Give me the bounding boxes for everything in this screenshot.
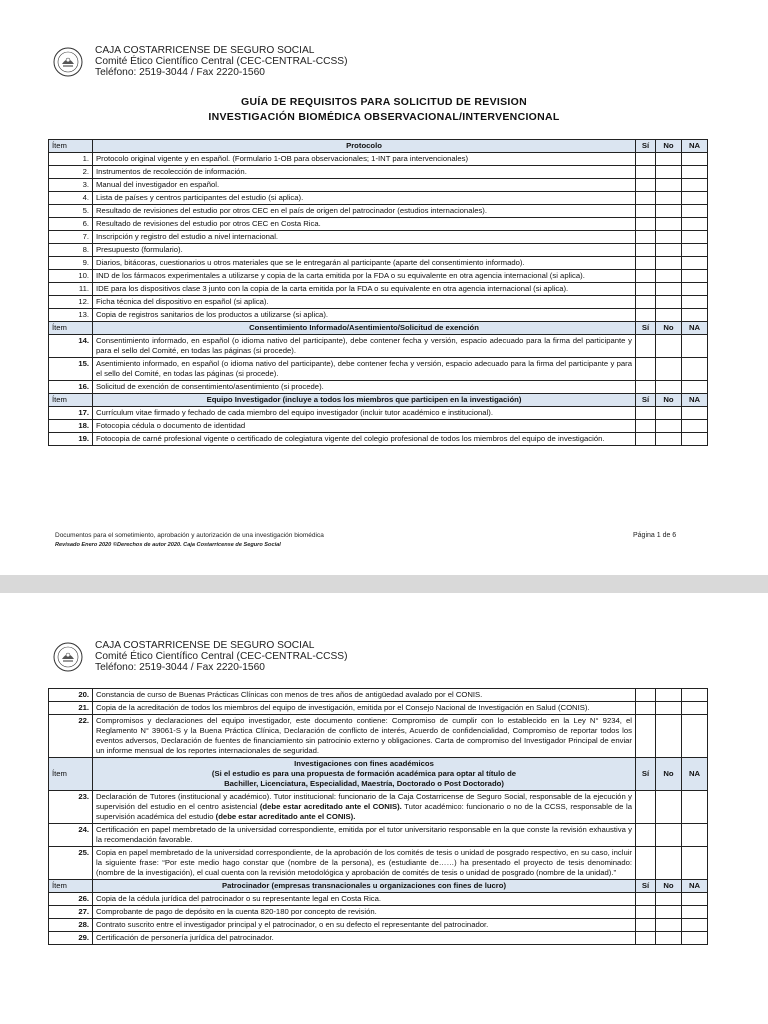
table-row [49,358,708,381]
section-title-line-2: (Si el estudio es para una propuesta de formación académica para optar al título de [211,769,517,778]
item-number: 29. [49,932,93,945]
table-row [49,702,708,715]
section-title: Equipo Investigador (incluye a todos los miembros que participen en la investigación) [93,394,636,407]
check-si[interactable] [636,824,656,847]
section-title: Protocolo [93,140,636,153]
item-number: 18. [49,420,93,433]
table-row [49,257,708,270]
item-number: 6. [49,218,93,231]
table-row [49,205,708,218]
table-row [49,791,708,824]
column-header-item: Ítem [49,322,93,335]
check-na[interactable] [682,231,708,244]
item-description [93,791,636,824]
item-description: Presupuesto (formulario). [93,244,636,257]
header-org: CAJA COSTARRICENSE DE SEGURO SOCIAL [95,45,315,56]
item-number: 20. [49,689,93,702]
check-si[interactable] [636,407,656,420]
check-na[interactable] [682,919,708,932]
table-row [49,179,708,192]
document-title-line-1: GUÍA DE REQUISITOS PARA SOLICITUD DE REVISION [241,96,527,108]
page-number: Página 1 de 6 [633,532,677,539]
section-title-line-3: Bachiller, Licenciatura, Especialidad, Maestría, Doctorado o Post Doctorado) [224,779,504,788]
item-description: Comprobante de pago de depósito en la cuenta 820-180 por concepto de revisión. [93,906,636,919]
header-org: CAJA COSTARRICENSE DE SEGURO SOCIAL [95,640,315,651]
item-number: 1. [49,153,93,166]
item-number: 17. [49,407,93,420]
check-si[interactable] [636,205,656,218]
section-header-academicas [49,758,708,791]
check-no[interactable] [656,335,682,358]
check-na[interactable] [682,179,708,192]
header-text [95,45,347,78]
check-no[interactable] [656,791,682,824]
column-header-na: NA [682,394,708,407]
column-header-item: Ítem [49,758,93,791]
check-na[interactable] [682,715,708,758]
check-si[interactable] [636,231,656,244]
check-si[interactable] [636,335,656,358]
table-row [49,847,708,880]
table-row [49,192,708,205]
item-description: Copia de la cédula jurídica del patrocinador o su representante legal en Costa Rica. [93,893,636,906]
item-number: 8. [49,244,93,257]
check-na[interactable] [682,153,708,166]
check-no[interactable] [656,919,682,932]
item-text-bold: (debe estar acreditado ante el CONIS). [259,802,402,811]
check-si[interactable] [636,420,656,433]
check-na[interactable] [682,270,708,283]
check-no[interactable] [656,309,682,322]
table-row [49,283,708,296]
table-row [49,309,708,322]
item-description: Solicitud de exención de consentimiento/asentimiento (si procede). [93,381,636,394]
item-description: Resultado de revisiones del estudio por otros CEC en Costa Rica. [93,218,636,231]
check-no[interactable] [656,702,682,715]
item-number: 15. [49,358,93,381]
requirements-table-page-1 [48,139,708,446]
check-si[interactable] [636,715,656,758]
section-title: Consentimiento Informado/Asentimiento/Solicitud de exención [93,322,636,335]
item-number: 14. [49,335,93,358]
table-row [49,893,708,906]
check-si[interactable] [636,847,656,880]
item-number: 4. [49,192,93,205]
item-description: Protocolo original vigente y en español. (Formulario 1-OB para observacionales; 1-INT para intervencionales) [93,153,636,166]
check-na[interactable] [682,205,708,218]
table-row [49,932,708,945]
item-number: 23. [49,791,93,824]
table-row [49,335,708,358]
item-number: 5. [49,205,93,218]
table-row [49,244,708,257]
requirements-table-page-2 [48,688,708,945]
check-no[interactable] [656,381,682,394]
item-description: IND de los fármacos experimentales a utilizarse y copia de la carta emitida por la FDA o su equivalente en otra agencia internacional (si aplica). [93,270,636,283]
check-na[interactable] [682,335,708,358]
check-no[interactable] [656,192,682,205]
item-description: Asentimiento informado, en español (o idioma nativo del participante), debe contener fecha y versión, espacio adecuado para la firma del participante y para el sello del Comité, en todas las páginas (si procede). [93,358,636,381]
column-header-item: Ítem [49,394,93,407]
check-no[interactable] [656,270,682,283]
check-no[interactable] [656,433,682,446]
column-header-na: NA [682,880,708,893]
header-committee: Comité Ético Científico Central (CEC-CENTRAL-CCSS) [95,56,348,67]
check-si[interactable] [636,153,656,166]
check-na[interactable] [682,824,708,847]
section-header-equipo [49,394,708,407]
header-phone: Teléfono: 2519-3044 / Fax 2220-1560 [95,662,265,673]
table-row [49,218,708,231]
check-si[interactable] [636,702,656,715]
item-description: Copia en papel membretado de la universidad correspondiente, de la aprobación de los comités de tesis o unidad de posgrado respectivo, en su caso, incluir la siguiente frase: “Por este medio hago constar que (nombre de la persona), es (estudiante de……) ha presentado el proyecto de tesis denominado: (nombre de la investigación), el cual cuenta con la revisión metodológica y aprobación de comités de tesis o unidad de posgrado (nombre de la unidad).” [93,847,636,880]
check-no[interactable] [656,932,682,945]
table-row [49,153,708,166]
check-si[interactable] [636,166,656,179]
item-number: 11. [49,283,93,296]
item-number: 3. [49,179,93,192]
table-row [49,296,708,309]
check-si[interactable] [636,919,656,932]
check-na[interactable] [682,218,708,231]
footer-copyright: Revisado Enero 2020 ©Derechos de autor 2020. Caja Costarricense de Seguro Social [55,542,281,548]
table-row [49,715,708,758]
check-na[interactable] [682,166,708,179]
item-number: 25. [49,847,93,880]
item-description: Copia de registros sanitarios de los productos a utilizarse (si aplica). [93,309,636,322]
item-description: Contrato suscrito entre el investigador principal y el patrocinador, o en su defecto el representante del patrocinador. [93,919,636,932]
item-description: Currículum vitae firmado y fechado de cada miembro del equipo investigador (incluir tutor académico e institucional). [93,407,636,420]
item-number: 27. [49,906,93,919]
item-number: 19. [49,433,93,446]
check-si[interactable] [636,433,656,446]
check-si[interactable] [636,296,656,309]
column-header-na: NA [682,140,708,153]
item-number: 26. [49,893,93,906]
check-si[interactable] [636,179,656,192]
table-row [49,420,708,433]
table-row [49,407,708,420]
check-no[interactable] [656,179,682,192]
document-title-line-2: INVESTIGACIÓN BIOMÉDICA OBSERVACIONAL/INTERVENCIONAL [208,111,560,123]
column-header-na: NA [682,758,708,791]
table-row [49,689,708,702]
item-description: Fotocopia de carné profesional vigente o certificado de colegiatura vigente del colegio profesional de todos los miembros del equipo de investigación. [93,433,636,446]
item-description: Certificación en papel membretado de la universidad correspondiente, emitida por el tutor universitario responsable en la que conste la revisión exhaustiva y la recomendación favorable. [93,824,636,847]
item-description: Ficha técnica del dispositivo en español (si aplica). [93,296,636,309]
item-description: Compromisos y declaraciones del equipo investigador, este documento contiene: Compromiso de cumplir con lo establecido en la Ley N° 9234, el Reglamento N° 39061-S y la Buena Práctica Clínica, Declaración de conflicto de interés, Acuerdo de confidencialidad, Compromiso de reportar todos los eventos adversos, Declaración de fuentes de financiamiento sin patrocinio externo y obligaciones. Carta de compromiso del Investigador Principal de enviar un informe mensual de los reportes internacionales de seguridad. [93,715,636,758]
check-na[interactable] [682,296,708,309]
ccss-seal-icon [53,47,83,77]
section-title-line-1: Investigaciones con fines académicos [294,759,434,768]
item-description: Lista de países y centros participantes del estudio (si aplica). [93,192,636,205]
table-row [49,166,708,179]
header-phone: Teléfono: 2519-3044 / Fax 2220-1560 [95,67,265,78]
footer-text: Documentos para el sometimiento, aprobación y autorización de una investigación biomédica [55,532,324,539]
table-row [49,433,708,446]
check-no[interactable] [656,824,682,847]
item-description: Diarios, bitácoras, cuestionarios u otros materiales que se le entregarán al participante (aparte del consentimiento informado). [93,257,636,270]
item-description: IDE para los dispositivos clase 3 junto con la copia de la carta emitida por la FDA o su equivalente en otra agencia internacional (si aplica). [93,283,636,296]
check-na[interactable] [682,257,708,270]
check-no[interactable] [656,205,682,218]
item-description: Manual del investigador en español. [93,179,636,192]
header-text [95,640,347,673]
check-no[interactable] [656,244,682,257]
check-no[interactable] [656,153,682,166]
check-na[interactable] [682,689,708,702]
item-number: 24. [49,824,93,847]
item-description: Copia de la acreditación de todos los miembros del equipo de investigación, emitida por el Consejo Nacional de Investigación en Salud (CONIS). [93,702,636,715]
item-description: Consentimiento informado, en español (o idioma nativo del participante), debe contener fecha y versión, espacio adecuado para la firma del participante y para el sello del Comité, en todas las páginas (si procede). [93,335,636,358]
check-si[interactable] [636,283,656,296]
column-header-no: No [656,758,682,791]
check-si[interactable] [636,257,656,270]
check-no[interactable] [656,166,682,179]
check-no[interactable] [656,296,682,309]
item-text: Tutor académico: funcionario o no de la CCSS, responsable de la supervisión académica del estudio [96,802,632,821]
check-si[interactable] [636,381,656,394]
column-header-si: Sí [636,394,656,407]
column-header-item: Ítem [49,880,93,893]
item-description: Instrumentos de recolección de información. [93,166,636,179]
item-description: Constancia de curso de Buenas Prácticas Clínicas con menos de tres años de antigüedad avalado por el CONIS. [93,689,636,702]
check-no[interactable] [656,689,682,702]
item-number: 12. [49,296,93,309]
check-si[interactable] [636,218,656,231]
column-header-si: Sí [636,758,656,791]
check-si[interactable] [636,906,656,919]
check-si[interactable] [636,791,656,824]
check-no[interactable] [656,283,682,296]
column-header-item: Ítem [49,140,93,153]
column-header-si: Sí [636,140,656,153]
check-na[interactable] [682,791,708,824]
item-number: 2. [49,166,93,179]
check-na[interactable] [682,407,708,420]
column-header-no: No [656,394,682,407]
section-header-consentimiento [49,322,708,335]
item-description: Fotocopia cédula o documento de identidad [93,420,636,433]
check-no[interactable] [656,420,682,433]
table-row [49,270,708,283]
check-no[interactable] [656,407,682,420]
check-na[interactable] [682,847,708,880]
check-si[interactable] [636,358,656,381]
item-number: 13. [49,309,93,322]
check-na[interactable] [682,420,708,433]
check-na[interactable] [682,283,708,296]
table-row [49,231,708,244]
item-number: 21. [49,702,93,715]
check-si[interactable] [636,689,656,702]
table-row [49,381,708,394]
check-na[interactable] [682,932,708,945]
item-number: 28. [49,919,93,932]
item-description: Inscripción y registro del estudio a nivel internacional. [93,231,636,244]
column-header-no: No [656,140,682,153]
item-number: 9. [49,257,93,270]
ccss-seal-icon [53,642,83,672]
table-row [49,906,708,919]
check-na[interactable] [682,433,708,446]
document-page-2 [0,593,768,1024]
item-text-bold: (debe estar acreditado ante el CONIS). [215,812,356,821]
column-header-no: No [656,322,682,335]
check-si[interactable] [636,270,656,283]
check-na[interactable] [682,906,708,919]
header-committee: Comité Ético Científico Central (CEC-CENTRAL-CCSS) [95,651,348,662]
section-title [93,758,636,791]
check-na[interactable] [682,893,708,906]
check-no[interactable] [656,218,682,231]
check-no[interactable] [656,893,682,906]
check-si[interactable] [636,932,656,945]
table-row [49,919,708,932]
column-header-no: No [656,880,682,893]
check-si[interactable] [636,309,656,322]
check-no[interactable] [656,715,682,758]
check-no[interactable] [656,358,682,381]
section-header-patrocinador [49,880,708,893]
check-na[interactable] [682,702,708,715]
table-row [49,824,708,847]
item-number: 22. [49,715,93,758]
column-header-si: Sí [636,880,656,893]
check-na[interactable] [682,381,708,394]
check-na[interactable] [682,244,708,257]
section-title: Patrocinador (empresas transnacionales u organizaciones con fines de lucro) [93,880,636,893]
item-description: Resultado de revisiones del estudio por otros CEC en el país de origen del patrocinador (estudios internacionales). [93,205,636,218]
item-number: 7. [49,231,93,244]
check-no[interactable] [656,257,682,270]
check-no[interactable] [656,847,682,880]
column-header-si: Sí [636,322,656,335]
column-header-na: NA [682,322,708,335]
check-na[interactable] [682,192,708,205]
check-na[interactable] [682,358,708,381]
item-number: 10. [49,270,93,283]
item-description: Certificación de personería jurídica del patrocinador. [93,932,636,945]
check-si[interactable] [636,192,656,205]
check-na[interactable] [682,309,708,322]
check-no[interactable] [656,231,682,244]
item-text: Declaración de Tutores (institucional y académico). Tutor institucional: funcionario de la Caja Costarricense de Seguro Social, responsable de la ejecución y supervisión del estudio en el centro asistencial [96,792,632,811]
check-si[interactable] [636,893,656,906]
check-si[interactable] [636,244,656,257]
item-number: 16. [49,381,93,394]
section-header-protocolo [49,140,708,153]
check-no[interactable] [656,906,682,919]
